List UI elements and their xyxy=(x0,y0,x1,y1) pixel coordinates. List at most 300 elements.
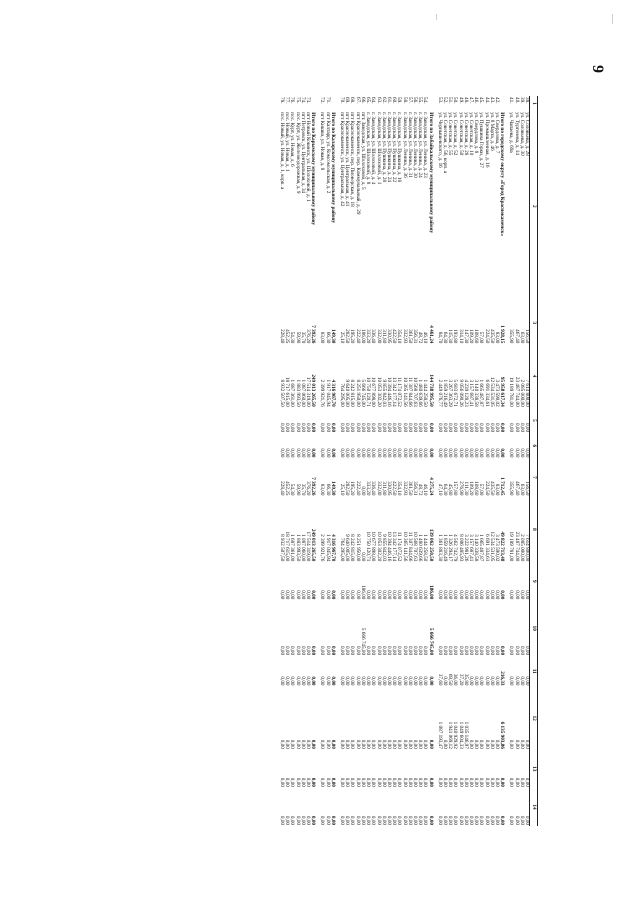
value-cell: 3 222 981,26 xyxy=(462,534,469,562)
value-cell: 1 444 258,50 xyxy=(422,379,429,407)
value-cell: 0,00 xyxy=(422,676,429,686)
value-cell: 1 087 060,00 xyxy=(299,379,306,407)
value-cell: 0,00 xyxy=(441,590,448,600)
value-cell: 0,00 xyxy=(508,590,515,600)
value-cell: 0,00 xyxy=(299,590,306,600)
value-cell: 0,00 xyxy=(508,423,515,433)
value-cell: 2 085 000,00 xyxy=(518,534,525,562)
value-cell: 0,00 xyxy=(441,676,448,686)
value-cell: 0,00 xyxy=(319,777,326,787)
column-header: 3 xyxy=(530,301,538,344)
value-cell: 6 691 334,61 xyxy=(483,534,490,562)
value-cell: 0,00 xyxy=(513,815,520,825)
value-cell: 7 614 800,00 xyxy=(524,534,530,562)
value-cell: 12 534 531,05 xyxy=(488,531,495,562)
address-cell: ул. Чернышевского, д. 16 xyxy=(436,112,443,168)
value-cell: 0,00 xyxy=(359,739,366,749)
value-cell: 35,70 xyxy=(299,483,306,496)
value-cell: 0,00 xyxy=(380,448,387,458)
value-cell: 2 449 076,77 xyxy=(436,379,443,407)
row-index: 75. xyxy=(294,97,301,104)
value-cell: 0,00 xyxy=(319,590,326,600)
value-cell: 0,00 xyxy=(344,777,351,787)
address-cell: пгт Кишки, ул. Новая, д. 8 xyxy=(319,112,326,171)
value-cell: 0,00 xyxy=(370,676,377,686)
value-cell: 5 603 672,71 xyxy=(452,379,459,407)
value-cell: 0,00 xyxy=(483,590,490,600)
table-row xyxy=(324,96,329,826)
value-cell: 0,00 xyxy=(299,646,306,656)
value-cell: 0,00 xyxy=(524,646,530,656)
value-cell: 109,20 xyxy=(467,329,474,344)
table-row xyxy=(452,96,457,826)
value-cell: 0,00 xyxy=(447,646,454,656)
value-cell: 7 614 800,00 xyxy=(524,379,530,407)
value-cell: 0,00 xyxy=(375,590,382,600)
value-cell: 9 640 005,00 xyxy=(344,534,351,562)
value-cell: 0,00 xyxy=(508,448,515,458)
value-cell: 0,00 xyxy=(436,815,443,825)
value-cell: 0,00 xyxy=(447,590,454,600)
column-header: 4 xyxy=(530,344,538,407)
address-cell: пос. Новый, ул. Новая, д. 1 xyxy=(284,112,291,172)
value-cell: 0,00 xyxy=(279,815,286,825)
value-cell: 0,00 xyxy=(365,676,372,686)
value-cell: 10 394 446,16 xyxy=(385,376,392,407)
value-cell: 0,00 xyxy=(473,777,480,787)
value-cell: 0,00 xyxy=(329,815,336,825)
value-cell: 4 275,24 xyxy=(427,477,434,496)
scan-edge-mark xyxy=(436,14,437,20)
value-cell: 0,00 xyxy=(294,646,301,656)
value-cell: 1 712,45 xyxy=(499,477,506,496)
value-cell: 0,00 xyxy=(473,423,480,433)
value-cell: 355,90 xyxy=(508,329,515,344)
value-cell: 0,00 xyxy=(310,739,317,749)
value-cell: 17 514 319,00 xyxy=(305,376,312,407)
value-cell: 4 316 967,70 xyxy=(329,379,336,407)
value-cell: 0,00 xyxy=(436,590,443,600)
value-cell: 0,00 xyxy=(467,423,474,433)
value-cell: 0,00 xyxy=(396,815,403,825)
value-cell: 0,00 xyxy=(441,777,448,787)
address-cell: г. Заводская, ул. Пушкина, д. 24 xyxy=(385,112,392,183)
value-cell: 0,00 xyxy=(441,739,448,749)
value-cell: 49 822 713,48 xyxy=(499,531,506,562)
value-cell: 7 392,26 xyxy=(310,477,317,496)
value-cell: 54,30 xyxy=(289,331,296,344)
value-cell: 0,00 xyxy=(294,676,301,686)
value-cell: 0,00 xyxy=(310,646,317,656)
value-cell: 216,33 xyxy=(499,671,506,686)
value-cell: 0,00 xyxy=(483,448,490,458)
value-cell: 0,00 xyxy=(411,676,418,686)
value-cell: 47,10 xyxy=(436,483,443,496)
value-cell: 0,00 xyxy=(310,777,317,787)
table-row xyxy=(349,96,354,826)
value-cell: 5 666 745,00 xyxy=(359,379,366,407)
value-cell: 0,00 xyxy=(467,448,474,458)
value-cell: 0,00 xyxy=(436,777,443,787)
value-cell: 228,40 xyxy=(279,481,286,496)
value-cell: 10 750 120,71 xyxy=(365,376,372,407)
value-cell: 6 135 903,86 xyxy=(499,721,506,749)
value-cell: 0,00 xyxy=(441,646,448,656)
value-cell: 276,90 xyxy=(457,481,464,496)
value-cell: 3 473 590,02 xyxy=(493,534,500,562)
value-cell: 25,10 xyxy=(339,483,346,496)
value-cell: 11 307 844,66 xyxy=(406,531,413,562)
value-cell: 0,00 xyxy=(406,646,413,656)
address-cell: пос. Курт, ул. Новая, д. 6 xyxy=(289,112,296,167)
value-cell: 0,00 xyxy=(385,815,392,825)
value-cell: 59,90 xyxy=(294,483,301,496)
table-body xyxy=(279,96,530,826)
value-cell: 0,00 xyxy=(513,739,520,749)
value-cell: 0,00 xyxy=(365,646,372,656)
table-row xyxy=(386,96,391,826)
value-cell: 0,00 xyxy=(518,739,525,749)
value-cell: 1 444 258,50 xyxy=(422,534,429,562)
value-cell: 10 750 120,71 xyxy=(365,531,372,562)
row-index: 57. xyxy=(406,97,413,104)
value-cell: 8 251 950,00 xyxy=(354,379,361,407)
row-index: 54. xyxy=(422,97,429,104)
value-cell: 109,20 xyxy=(467,481,474,496)
value-cell: 332,93 xyxy=(401,481,408,496)
value-cell: 361,50 xyxy=(406,481,413,496)
value-cell: 0,00 xyxy=(493,815,500,825)
value-cell: 0,00 xyxy=(294,739,301,749)
value-cell: 0,00 xyxy=(436,423,443,433)
value-cell: 0,00 xyxy=(339,448,346,458)
value-cell: 0,00 xyxy=(279,646,286,656)
table-row xyxy=(284,96,289,826)
value-cell: 0,00 xyxy=(344,423,351,433)
value-cell: 0,00 xyxy=(457,423,464,433)
value-cell: 156,50 xyxy=(524,329,530,344)
value-cell: 0,00 xyxy=(524,777,530,787)
value-cell: 332,00 xyxy=(375,329,382,344)
value-cell: 64,30 xyxy=(441,331,448,344)
value-cell: 0,00 xyxy=(279,423,286,433)
table-row xyxy=(319,96,324,826)
address-cell: г. Заводская, ул. Ленина, д. 30 xyxy=(411,112,418,178)
value-cell: 0,00 xyxy=(299,448,306,458)
value-cell: 1 917 045,94 xyxy=(324,534,331,562)
subtotal-row xyxy=(427,96,432,826)
value-cell: 0,00 xyxy=(349,815,356,825)
value-cell: 467,40 xyxy=(513,329,520,344)
value-cell: 0,00 xyxy=(339,739,346,749)
value-cell: 0,00 xyxy=(324,423,331,433)
value-cell: 0,00 xyxy=(359,423,366,433)
value-cell: 0,00 xyxy=(422,739,429,749)
value-cell: 0,00 xyxy=(349,590,356,600)
value-cell: 0,00 xyxy=(513,423,520,433)
value-cell: 0,00 xyxy=(289,777,296,787)
address-cell: ул. Советская, д. 52 xyxy=(452,112,459,156)
row-index: 41. xyxy=(508,97,515,104)
value-cell: 0,00 xyxy=(411,646,418,656)
value-cell: 95 958 617,34 xyxy=(499,376,506,407)
value-cell: 0,00 xyxy=(284,646,291,656)
value-cell: 0,00 xyxy=(467,777,474,787)
value-cell: 0,00 xyxy=(436,448,443,458)
table-row xyxy=(396,96,401,826)
row-index: 42. xyxy=(493,97,500,104)
value-cell: 83,00 xyxy=(493,331,500,344)
value-cell: 0,00 xyxy=(329,646,336,656)
value-cell: 3 140 338,58 xyxy=(473,379,480,407)
value-cell: 282,50 xyxy=(344,481,351,496)
value-cell: 0,00 xyxy=(427,676,434,686)
value-cell: 0,00 xyxy=(279,777,286,787)
value-cell: 0,00 xyxy=(324,590,331,600)
value-cell: 0,00 xyxy=(305,590,312,600)
table-row xyxy=(294,96,299,826)
value-cell: 0,00 xyxy=(499,448,506,458)
value-cell: 0,00 xyxy=(359,815,366,825)
value-cell: 0,00 xyxy=(380,777,387,787)
value-cell: 0,00 xyxy=(473,590,480,600)
value-cell: 83,00 xyxy=(319,483,326,496)
value-cell: 0,00 xyxy=(391,646,398,656)
value-cell: 0,00 xyxy=(329,423,336,433)
address-cell: пгт Краснокаменск, ул. Центральная, д. 42 xyxy=(339,112,346,207)
value-cell: 333,20 xyxy=(365,481,372,496)
column-header: 8 xyxy=(530,496,538,562)
value-cell: 0,00 xyxy=(284,739,291,749)
value-cell: 0,00 xyxy=(324,646,331,656)
value-cell: 0,00 xyxy=(411,448,418,458)
value-cell: 0,00 xyxy=(365,739,372,749)
address-cell: пгт Новый Кокинск, ул. Шолоховой, д. 1 xyxy=(305,112,312,202)
value-cell: 186,00 xyxy=(359,585,366,600)
value-cell: 4 562 742,79 xyxy=(452,534,459,562)
value-cell: 0,00 xyxy=(422,423,429,433)
value-cell: 0,00 xyxy=(488,646,495,656)
value-cell: 0,00 xyxy=(294,448,301,458)
value-cell: 0,00 xyxy=(396,448,403,458)
value-cell: 0,00 xyxy=(493,646,500,656)
value-cell: 10 053 302,20 xyxy=(375,376,382,407)
value-cell: 0,00 xyxy=(462,815,469,825)
value-cell: 0,00 xyxy=(370,448,377,458)
value-cell: 0,00 xyxy=(513,676,520,686)
value-cell: 4 239 128,23 xyxy=(462,379,469,407)
value-cell: 0,00 xyxy=(518,448,525,458)
value-cell: 1 326 294,17 xyxy=(447,534,454,562)
value-cell: 0,00 xyxy=(380,423,387,433)
value-cell: 54,30 xyxy=(289,483,296,496)
value-cell: 0,00 xyxy=(488,423,495,433)
value-cell: 0,00 xyxy=(396,423,403,433)
value-cell: 422,50 xyxy=(391,481,398,496)
value-cell: 0,00 xyxy=(344,646,351,656)
table-row xyxy=(300,96,305,826)
value-cell: 0,00 xyxy=(518,676,525,686)
table-row xyxy=(289,96,294,826)
column-header: 12 xyxy=(530,687,538,750)
address-cell: ул. 8 Марта, д. 46 xyxy=(488,112,495,151)
row-index: 58. xyxy=(401,97,408,104)
value-cell: 0,00 xyxy=(305,777,312,787)
value-cell: 48,72 xyxy=(417,483,424,496)
value-cell: 224,50 xyxy=(483,481,490,496)
address-cell: ул. Советская, д. 28 xyxy=(462,112,469,156)
value-cell: 0,00 xyxy=(354,646,361,656)
value-cell: 0,00 xyxy=(518,777,525,787)
value-cell: 13 342 177,14 xyxy=(391,531,398,562)
value-cell: 12 534 531,05 xyxy=(488,376,495,407)
value-cell: 0,00 xyxy=(483,739,490,749)
value-cell: 1 687 361,00 xyxy=(289,379,296,407)
value-cell: 0,00 xyxy=(406,739,413,749)
address-cell: ул. Советская, д. 50 xyxy=(457,112,464,156)
value-cell: 0,00 xyxy=(329,590,336,600)
value-cell: 354,10 xyxy=(396,329,403,344)
value-cell: 0,00 xyxy=(370,646,377,656)
value-cell: 10 677 898,00 xyxy=(370,531,377,562)
value-cell: 0,00 xyxy=(305,815,312,825)
value-cell: 0,00 xyxy=(452,590,459,600)
address-cell: г. Заводская, ул. Шолоховой, д. 1 xyxy=(375,112,382,185)
table-row xyxy=(437,96,442,826)
value-cell: 0,00 xyxy=(344,448,351,458)
column-header: 2 xyxy=(530,111,538,301)
subtotal-row xyxy=(310,96,315,826)
value-cell: 0,00 xyxy=(488,777,495,787)
value-cell: 0,00 xyxy=(284,777,291,787)
value-cell: 0,00 xyxy=(310,815,317,825)
value-cell: 0,00 xyxy=(493,777,500,787)
value-cell: 224,50 xyxy=(483,329,490,344)
value-cell: 0,00 xyxy=(483,815,490,825)
value-cell: 10 394 446,16 xyxy=(385,531,392,562)
value-cell: 25,10 xyxy=(339,331,346,344)
value-cell: 0,00 xyxy=(339,590,346,600)
address-cell: ул. Тургенева, д. 14 xyxy=(513,112,520,155)
value-cell: 149,30 xyxy=(329,481,336,496)
page-number: 9 xyxy=(589,65,606,73)
value-cell: 0,00 xyxy=(299,423,306,433)
value-cell: 0,00 xyxy=(467,676,474,686)
value-cell: 1 665 487,87 xyxy=(478,534,485,562)
value-cell: 0,00 xyxy=(294,815,301,825)
value-cell: 0,00 xyxy=(289,590,296,600)
value-cell: 0,00 xyxy=(324,448,331,458)
value-cell: 0,00 xyxy=(488,815,495,825)
value-cell: 11 174 072,52 xyxy=(396,531,403,562)
value-cell: 249 013 265,50 xyxy=(310,528,317,562)
value-cell: 111,30 xyxy=(462,481,469,496)
row-index: 38. xyxy=(524,97,530,104)
value-cell: 149,30 xyxy=(329,329,336,344)
value-cell: 0,00 xyxy=(339,423,346,433)
value-cell: 0,00 xyxy=(370,590,377,600)
value-cell: 0,00 xyxy=(310,448,317,458)
value-cell: 0,00 xyxy=(457,815,464,825)
value-cell: 1 087 060,00 xyxy=(299,534,306,562)
value-cell: 0,00 xyxy=(452,646,459,656)
address-cell: пгт Краснокаменск, ул. Центральная, д. 41 xyxy=(344,112,351,207)
value-cell: 0,00 xyxy=(319,423,326,433)
value-cell: 0,00 xyxy=(493,590,500,600)
address-cell: ул. Советская, д. 55 xyxy=(447,112,454,156)
value-cell: 0,00 xyxy=(305,676,312,686)
value-cell: 0,00 xyxy=(305,423,312,433)
value-cell: 0,00 xyxy=(411,423,418,433)
value-cell: 10 677 898,00 xyxy=(370,376,377,407)
value-cell: 13 342 177,14 xyxy=(391,376,398,407)
value-cell: 0,00 xyxy=(513,777,520,787)
value-cell: 0,00 xyxy=(359,448,366,458)
value-cell: 0,00 xyxy=(483,646,490,656)
value-cell: 354,10 xyxy=(396,481,403,496)
value-cell: 0,00 xyxy=(289,423,296,433)
value-cell: 10 568 707,63 xyxy=(411,531,418,562)
value-cell: 0,00 xyxy=(401,815,408,825)
value-cell: 57,00 xyxy=(478,483,485,496)
value-cell: 0,00 xyxy=(467,739,474,749)
value-cell: 0,00 xyxy=(457,448,464,458)
value-cell: 0,00 xyxy=(488,739,495,749)
value-cell: 0,00 xyxy=(375,646,382,656)
value-cell: 0,00 xyxy=(508,646,515,656)
row-index: 72. xyxy=(319,97,326,104)
address-cell: г. Заводская, ул. Пушкина, д. 22 xyxy=(391,112,398,183)
value-cell: 0,00 xyxy=(518,646,525,656)
table-row xyxy=(457,96,462,826)
address-cell: Итого по Карымскому муниципальному району xyxy=(310,112,317,226)
value-cell: 0,00 xyxy=(329,739,336,749)
value-cell: 356,31 xyxy=(411,329,418,344)
value-cell: 0,00 xyxy=(508,777,515,787)
value-cell: 0,00 xyxy=(524,676,530,686)
value-cell: 0,00 xyxy=(380,815,387,825)
value-cell: 195,20 xyxy=(349,481,356,496)
row-index: 67. xyxy=(354,97,361,104)
value-cell: 1 917 045,94 xyxy=(324,379,331,407)
value-cell: 1 883 993,50 xyxy=(294,534,301,562)
value-cell: 0,00 xyxy=(411,777,418,787)
value-cell: 0,00 xyxy=(493,448,500,458)
address-cell: г. Заводская, ул. Ленина, д. 24 xyxy=(417,112,424,178)
value-cell: 0,00 xyxy=(417,777,424,787)
value-cell: 311,80 xyxy=(380,481,387,496)
value-cell: 0,00 xyxy=(488,676,495,686)
row-index: 68. xyxy=(349,97,356,104)
value-cell: 0,00 xyxy=(417,676,424,686)
row-index: 48. xyxy=(462,97,469,104)
row-index: 63. xyxy=(375,97,382,104)
value-cell: 83,00 xyxy=(493,483,500,496)
value-cell: 0,00 xyxy=(467,590,474,600)
value-cell: 0,00 xyxy=(391,739,398,749)
value-cell: 23 487 744,00 xyxy=(513,531,520,562)
value-cell: 11 174 072,52 xyxy=(396,377,403,407)
value-cell: 35,70 xyxy=(299,331,306,344)
value-cell: 0,00 xyxy=(513,646,520,656)
value-cell: 0,00 xyxy=(385,423,392,433)
value-cell: 0,00 xyxy=(294,777,301,787)
row-index: 65. xyxy=(365,97,372,104)
value-cell: 0,00 xyxy=(391,590,398,600)
value-cell: 376,20 xyxy=(305,329,312,344)
value-cell: 1 687 361,00 xyxy=(289,534,296,562)
column-header: 9 xyxy=(530,562,538,600)
